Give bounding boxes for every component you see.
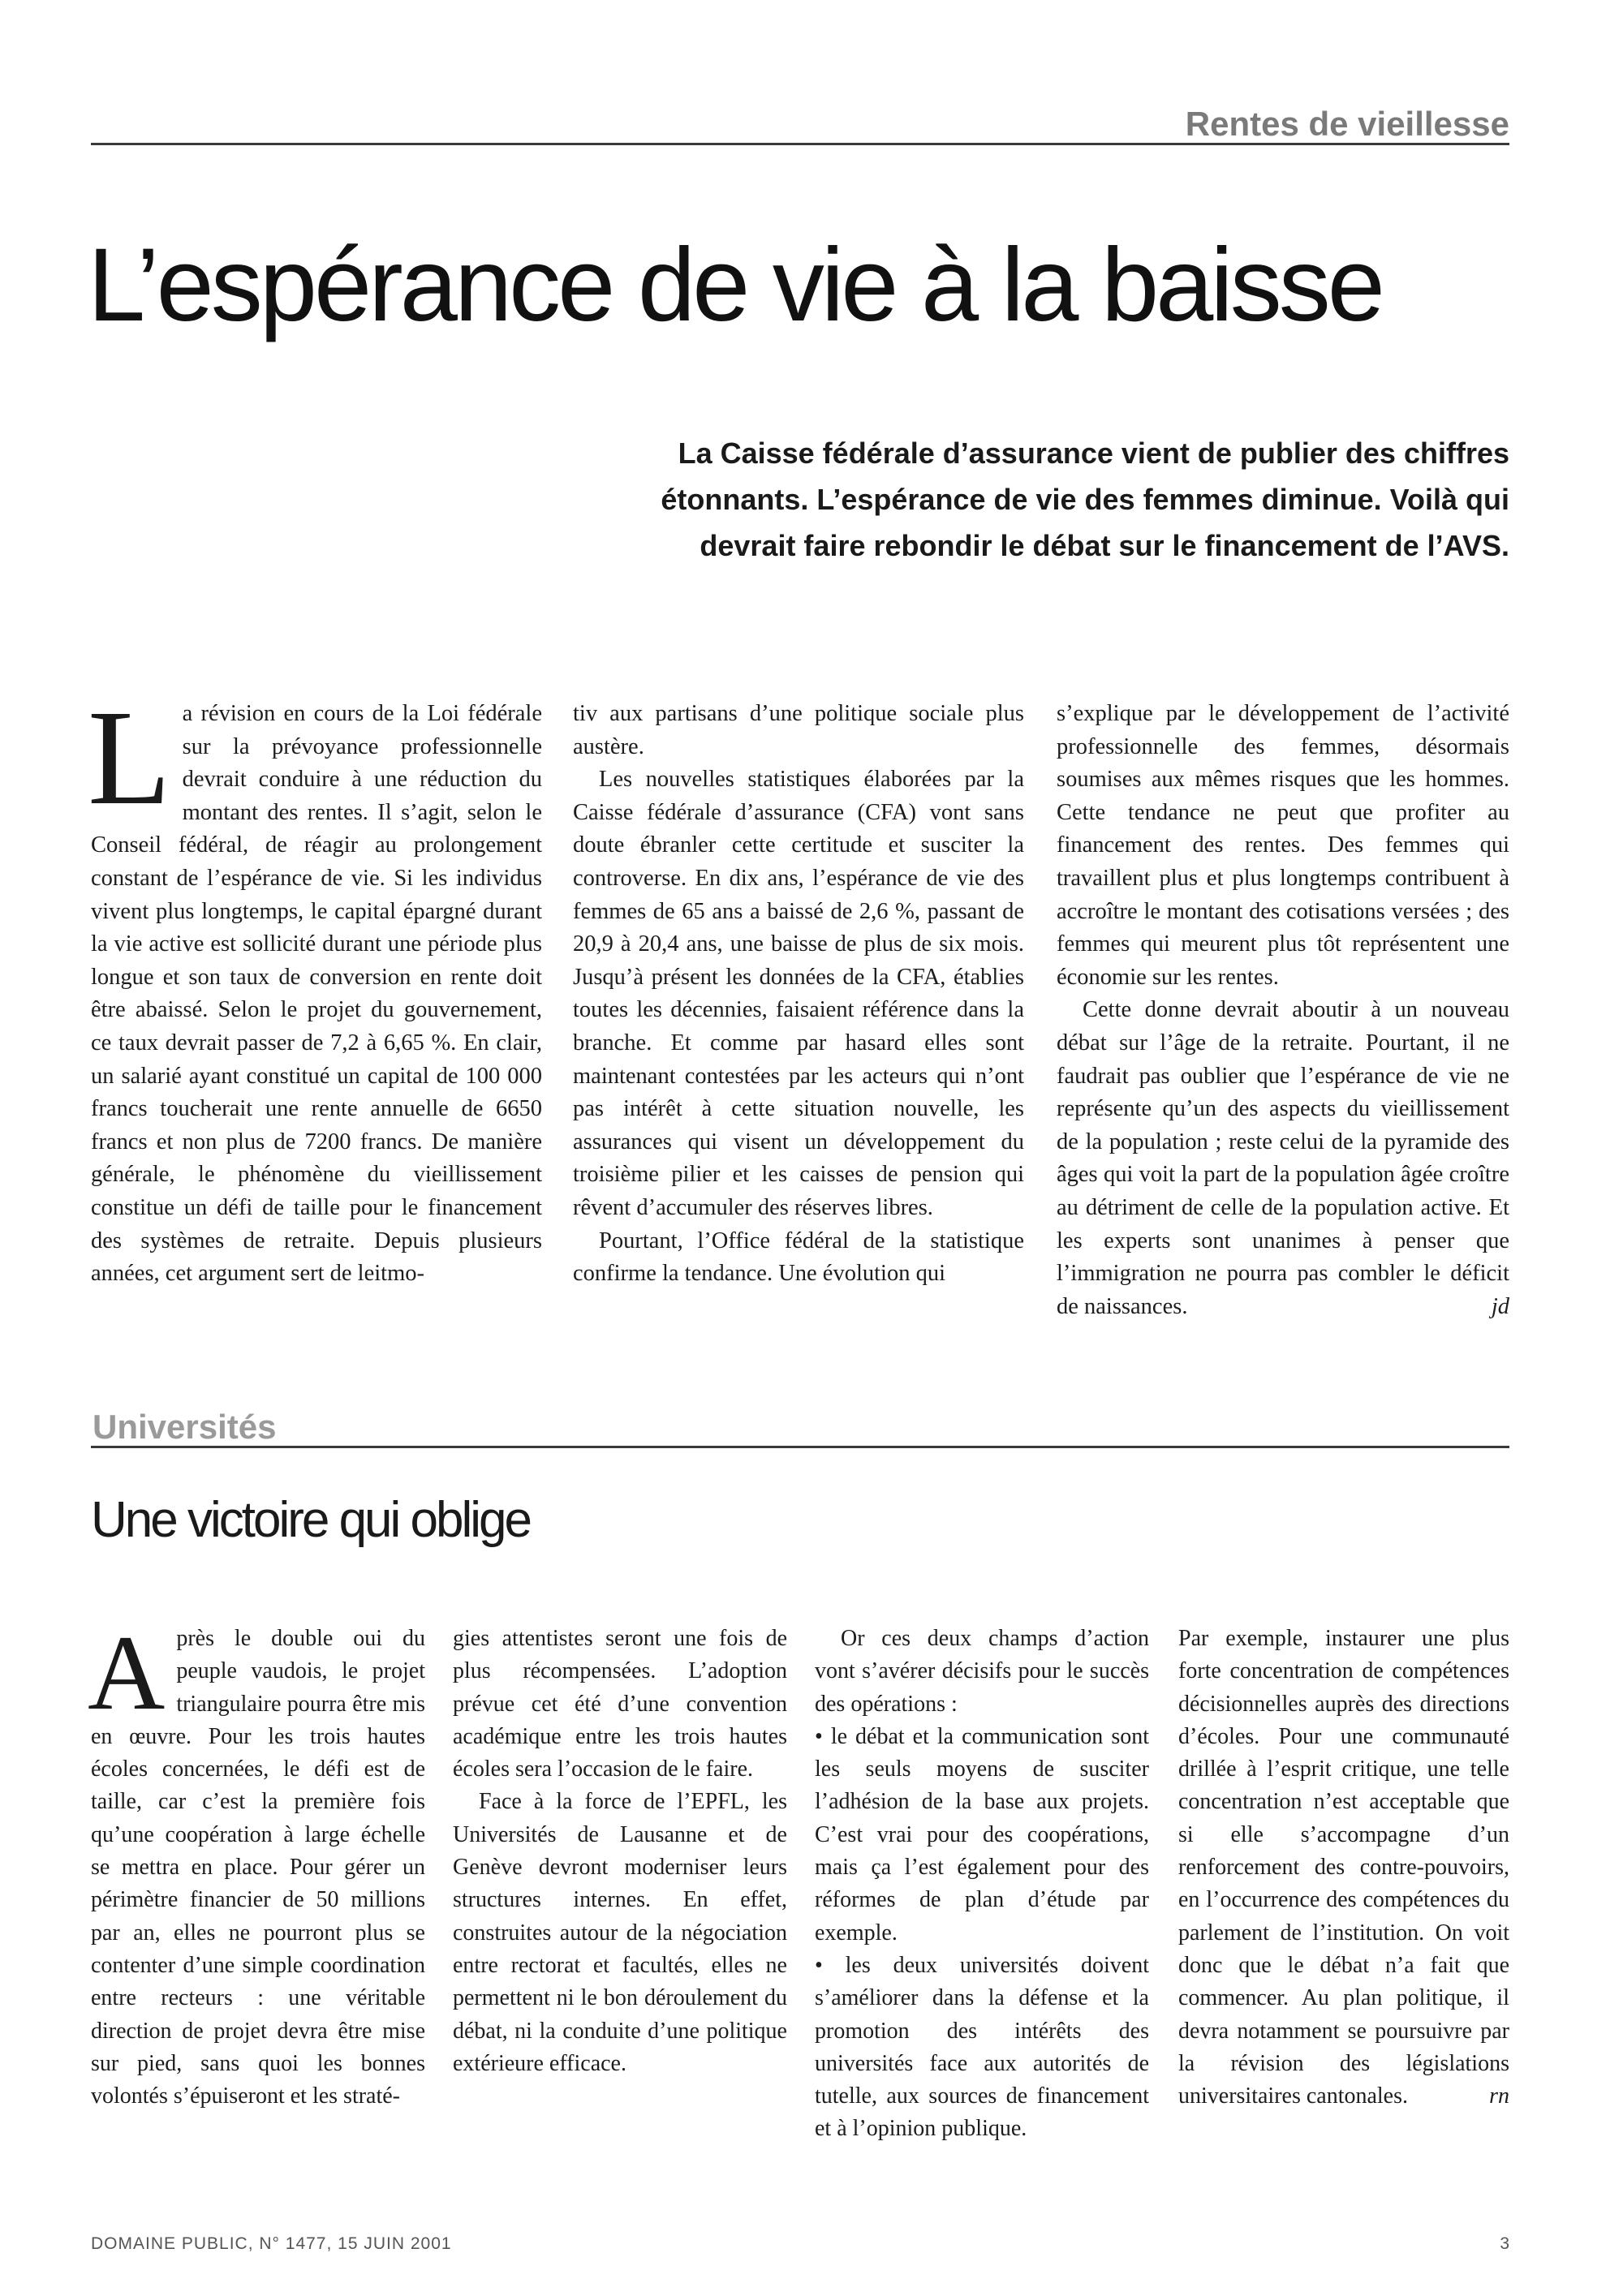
drop-cap: A bbox=[88, 1613, 166, 1732]
paragraph: gies attentistes seront une fois de plus récompensées. L’adoption prévue cet été d’une convention académique entre les trois hautes écoles sera l’occasion de le faire. bbox=[453, 1626, 787, 1782]
article-headline: L’espérance de vie à la baisse bbox=[88, 227, 1382, 343]
author-signature: rn bbox=[1489, 2083, 1509, 2109]
page-number: 3 bbox=[1500, 2234, 1509, 2253]
paragraph: Pourtant, l’Office fédéral de la statistique confirme la tendance. Une évolution qui bbox=[573, 1228, 1024, 1287]
section-rule-top bbox=[91, 143, 1509, 145]
bullet-item: • le débat et la communication sont les seuls moyens de susciter l’adhésion de la base aux projets. C’est vrai pour des coopérations, mais ça l’est également pour des réformes de plan d’étude par exemple. bbox=[815, 1723, 1149, 1946]
article2-column-4 bbox=[1178, 1623, 1509, 2158]
section-rule-middle bbox=[91, 1446, 1509, 1448]
paragraph: Face à la force de l’EPFL, les Universités de Lausanne et de Genève devront moderniser leurs structures internes. En effet, construites autour de la négociation entre rectorat et facultés, elles ne permettent ni le bon déroulement du débat, ni la conduite d’une politique extérieure efficace. bbox=[453, 1789, 787, 2076]
paragraph: tiv aux partisans d’une politique sociale plus austère. bbox=[573, 701, 1024, 759]
paragraph: Les nouvelles statistiques élaborées par la Caisse fédérale d’assurance (CFA) vont sans doute ébranler cette certitude et susciter la controverse. En dix ans, l’espérance de vie des femmes de 65 ans a baissé de 2,6 %, passant de 20,9 à 20,4 ans, une baisse de plus de six mois. Jusqu’à présent les données de la CFA, établies toutes les décennies, faisaient référence dans la branche. Et comme par hasard elles sont maintenant contestées par les acteurs qui n’ont pas intérêt à cette situation nouvelle, les assurances qui visent un développement du troisième pilier et les caisses de pension qui rêvent d’accumuler des réserves libres. bbox=[573, 767, 1024, 1220]
section-label-rentes: Rentes de vieillesse bbox=[1185, 105, 1509, 143]
paragraph: s’explique par le développement de l’activité professionnelle des femmes, désormais soumises aux mêmes risques que les hommes. Cette tendance ne peut que profiter au financement des rentes. Des femmes qui travaillent plus et plus longtemps contribuent à accroître le montant des cotisations versées ; des femmes qui meurent plus tôt représentent une économie sur les rentes. bbox=[1057, 701, 1509, 990]
page-footer bbox=[91, 2234, 1509, 2259]
article2-column-1 bbox=[88, 1613, 425, 2158]
article2-column-2 bbox=[453, 1623, 787, 2158]
article2-headline: Une victoire qui oblige bbox=[91, 1492, 531, 1548]
bullet-item: • les deux universités doivent s’améliorer dans la défense et la promotion des intérêts des universités face aux autorités de tutelle, aux sources de financement et à l’opinion publique. bbox=[815, 1952, 1149, 2142]
paragraph: près le double oui du peuple vaudois, le projet triangulaire pourra être mis en œuvre. Pour les trois hautes écoles concernées, le défi est de taille, car c’est la première fois qu’une coopération à large échelle se mettra en place. Pour gérer un périmètre financier de 50 millions par an, elles ne pourront plus se contenter d’une simple coordination entre recteurs : une véritable direction de projet devra être mise sur pied, sans quoi les bonnes volontés s’épuiseront et les straté- bbox=[91, 1626, 425, 2109]
paragraph: Cette donne devrait aboutir à un nouveau débat sur l’âge de la retraite. Pourtant, il ne faudrait pas oublier que l’espérance de vie ne représente qu’un des aspects du vieillissement de la population ; reste celui de la pyramide des âges qui voit la part de la population âgée croître au détriment de celle de la population active. Et les experts sont unanimes à penser que l’immigration ne pourra pas combler le déficit de naissances. bbox=[1057, 997, 1509, 1319]
article2-column-3 bbox=[815, 1623, 1149, 2158]
drop-cap: L bbox=[88, 682, 171, 833]
author-signature: jd bbox=[1491, 1293, 1509, 1319]
publication-info: DOMAINE PUBLIC, N° 1477, 15 JUIN 2001 bbox=[91, 2234, 452, 2253]
paragraph: Par exemple, instaurer une plus forte concentration de compétences décisionnelles auprès des directions d’écoles. Pour une communauté drillée à l’esprit critique, une telle concentration n’est acceptable que si elle s’accompagne d’un renforcement des contre-pouvoirs, en l’occurrence des compétences du parlement de l’institution. On voit donc que le débat n’a fait que commencer. Au plan politique, il devra notamment se poursuivre par la révision des législations universitaires cantonales. bbox=[1178, 1626, 1509, 2109]
article1-column-2 bbox=[573, 698, 1024, 1347]
paragraph: Or ces deux champs d’action vont s’avérer décisifs pour le succès des opérations : bbox=[815, 1626, 1149, 1717]
section-label-universites: Universités bbox=[93, 1408, 277, 1446]
article1-column-1 bbox=[88, 682, 542, 1347]
article-deck: La Caisse fédérale d’assurance vient de publier des chiffres étonnants. L’espérance de vie des femmes diminue. Voilà qui devrait faire rebondir le débat sur le financement de l’AVS. bbox=[661, 436, 1509, 562]
article1-column-3 bbox=[1057, 698, 1509, 1347]
paragraph: a révision en cours de la Loi fédérale sur la prévoyance professionnelle devrait conduire à une réduction du montant des rentes. Il s’agit, selon le Conseil fédéral, de réagir au prolongement constant de l’espérance de vie. Si les individus vivent plus longtemps, le capital épargné durant la vie active est sollicité durant une période plus longue et son taux de conversion en rente doit être abaissé. Selon le projet du gouvernement, ce taux devrait passer de 7,2 à 6,65 %. En clair, un salarié ayant constitué un capital de 100 000 francs toucherait une rente annuelle de 6650 francs et non plus de 7200 francs. De manière générale, le phénomène du vieillissement constitue un défi de taille pour le financement des systèmes de retraite. Depuis plusieurs années, cet argument sert de leitmo- bbox=[91, 701, 542, 1287]
